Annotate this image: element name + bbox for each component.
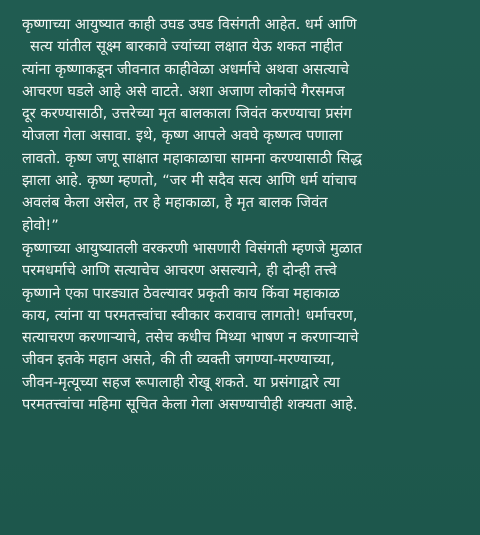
text-line: अवलंब केला असेल, तर हे महाकाळा, हे मृत बालक जिवंत bbox=[22, 194, 328, 212]
text-line: कृष्णाच्या आयुष्यातली वरकरणी भासणारी विसंगती म्हणजे मुळात bbox=[22, 239, 362, 257]
text-line: जीवन-मृत्यूच्या सहज रूपालाही रोखू शकते. या प्रसंगाद्वारे त्या bbox=[22, 373, 340, 391]
text-line: जीवन इतके महान असते, की ती व्यक्ती जगण्या-मरण्याच्या, bbox=[22, 351, 335, 369]
paragraph-2 bbox=[22, 238, 470, 416]
text-line: कृष्णाने एका पारड्यात ठेवल्यावर प्रकृती काय किंवा महाकाळ bbox=[22, 284, 340, 302]
text-line: लावतो. कृष्ण जणू साक्षात महाकाळाचा सामना करण्यासाठी सिद्ध bbox=[22, 149, 363, 167]
text-line: झाला आहे. कृष्ण म्हणतो, “जर मी सदैव सत्य आणि धर्म यांचाच bbox=[22, 172, 357, 190]
text-line: कृष्णाच्या आयुष्यात काही उघड उघड विसंगती आहेत. धर्म आणि bbox=[22, 16, 357, 33]
text-line: सत्याचरण करणाऱ्याचे, तसेच कधीच मिथ्या भाषण न करणाऱ्याचे bbox=[22, 329, 359, 347]
text-line: परमतत्त्वांचा महिमा सूचित केला गेला असण्याचीही शक्यता आहे. bbox=[22, 396, 358, 414]
text-line: दूर करण्यासाठी, उत्तरेच्या मृत बालकाला जिवंत करण्याचा प्रसंग bbox=[22, 105, 352, 123]
text-line: त्यांना कृष्णाकडून जीवनात काहीवेळा अधर्माचे अथवा असत्याचे bbox=[22, 60, 349, 78]
text-line: काय, त्यांना या परमतत्त्वांचा स्वीकार करावाच लागतो! धर्माचरण, bbox=[22, 306, 358, 324]
text-line: योजला गेला असावा. इथे, कृष्ण आपले अवघे कृष्णत्व पणाला bbox=[22, 127, 343, 145]
text-line: परमधर्माचे आणि सत्याचेच आचरण असल्याने, ही दोन्ही तत्त्वे bbox=[22, 262, 337, 280]
paragraph-1 bbox=[22, 14, 470, 237]
text-line: सत्य यांतील सूक्ष्म बारकावे ज्यांच्या लक्षात येऊ शकत नाहीत bbox=[30, 38, 343, 56]
text-line: आचरण घडले आहे असे वाटते. अशा अजाण लोकांचे गैरसमज bbox=[22, 82, 345, 100]
text-line: होवो!” bbox=[22, 216, 59, 234]
